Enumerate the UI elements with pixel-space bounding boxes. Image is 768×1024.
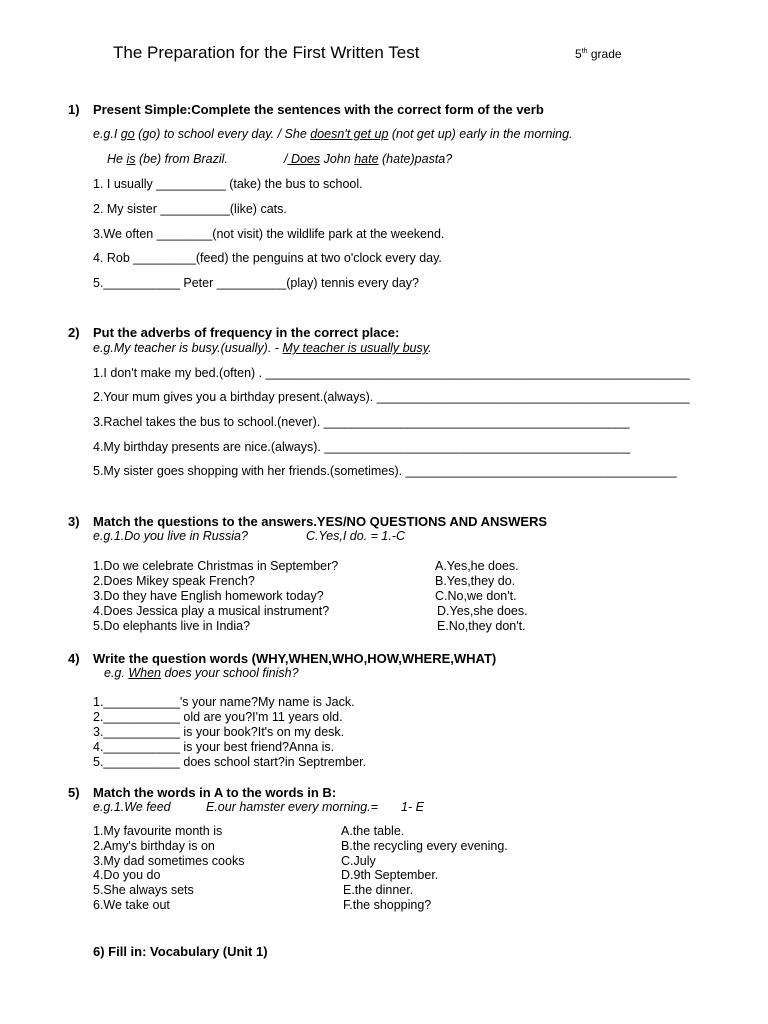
section-5-example-b: E.our hamster every morning.= <box>206 800 378 814</box>
exercise-item: 2. My sister __________(like) cats. <box>93 202 287 216</box>
section-6-heading: 6) Fill in: Vocabulary (Unit 1) <box>93 944 268 959</box>
exercise-item: 5.___________ Peter __________(play) tennis every day? <box>93 276 419 290</box>
section-3-number: 3) <box>68 514 80 529</box>
exercise-item: 4. Rob _________(feed) the penguins at two o'clock every day. <box>93 251 442 265</box>
section-4-example: e.g. When does your school finish? <box>104 666 299 680</box>
section-1-heading: Present Simple:Complete the sentences with the correct form of the verb <box>93 102 544 117</box>
column-b-item: D.9th September. <box>341 868 439 882</box>
answer-item: B.Yes,they do. <box>435 574 516 588</box>
column-b-item: F.the shopping? <box>343 898 432 912</box>
answer-item: C.No,we don't. <box>435 589 517 603</box>
section-2-heading: Put the adverbs of frequency in the correct place: <box>93 325 400 340</box>
grade-superscript: th <box>581 48 588 55</box>
section-2-example: e.g.My teacher is busy.(usually). - My teacher is usually busy. <box>93 341 432 355</box>
column-a-item: 4.Do you do <box>93 868 161 882</box>
grade-label <box>575 47 622 61</box>
question-item: 1.Do we celebrate Christmas in September? <box>93 559 339 573</box>
exercise-item: 4.My birthday presents are nice.(always). ____________________________________________ <box>93 440 631 454</box>
exercise-item: 2.Your mum gives you a birthday present.(always). _____________________________________________ <box>93 390 690 404</box>
exercise-item: 1. I usually __________ (take) the bus to school. <box>93 177 363 191</box>
exercise-item: 1.I don't make my bed.(often) . _____________________________________________________________ <box>93 366 690 380</box>
column-b-item: A.the table. <box>341 824 405 838</box>
question-item: 2.Does Mikey speak French? <box>93 574 255 588</box>
column-b-item: E.the dinner. <box>343 883 414 897</box>
exercise-item: 5.___________ does school start?in Septrember. <box>93 755 367 769</box>
section-1-example-2a: He is (be) from Brazil. <box>107 152 228 166</box>
exercise-item: 5.My sister goes shopping with her friends.(sometimes). _______________________________________ <box>93 464 677 478</box>
answer-item: A.Yes,he does. <box>435 559 519 573</box>
exercise-item: 3.___________ is your book?It's on my desk. <box>93 725 345 739</box>
question-item: 3.Do they have English homework today? <box>93 589 324 603</box>
section-1-example-1: e.g.I go (go) to school every day. / She doesn't get up (not get up) early in the morning. <box>93 127 573 141</box>
column-a-item: 1.My favourite month is <box>93 824 223 838</box>
question-item: 4.Does Jessica play a musical instrument? <box>93 604 330 618</box>
column-a-item: 3.My dad sometimes cooks <box>93 854 245 868</box>
exercise-item: 1.___________'s your name?My name is Jack. <box>93 695 355 709</box>
exercise-item: 2.___________ old are you?I'm 11 years old. <box>93 710 343 724</box>
section-3-example-answer: C.Yes,I do. = 1.-C <box>306 529 406 543</box>
column-a-item: 6.We take out <box>93 898 170 912</box>
section-3-heading: Match the questions to the answers.YES/NO QUESTIONS AND ANSWERS <box>93 514 548 529</box>
exercise-item: 3.We often ________(not visit) the wildlife park at the weekend. <box>93 227 445 241</box>
column-a-item: 5.She always sets <box>93 883 194 897</box>
section-4-heading: Write the question words (WHY,WHEN,WHO,HOW,WHERE,WHAT) <box>93 651 497 666</box>
section-1-number: 1) <box>68 102 80 117</box>
grade-number: 5 <box>575 47 582 61</box>
section-5-example-answer: 1- E <box>401 800 424 814</box>
page-title: The Preparation for the First Written Test <box>113 43 420 62</box>
column-b-item: B.the recycling every evening. <box>341 839 508 853</box>
section-5-heading: Match the words in A to the words in B: <box>93 785 337 800</box>
column-b-item: C.July <box>341 854 376 868</box>
section-5-number: 5) <box>68 785 80 800</box>
column-a-item: 2.Amy's birthday is on <box>93 839 215 853</box>
section-3-example-question: e.g.1.Do you live in Russia? <box>93 529 248 543</box>
section-5-example-a: e.g.1.We feed <box>93 800 171 814</box>
grade-word: grade <box>590 47 622 61</box>
answer-item: D.Yes,she does. <box>437 604 528 618</box>
section-4-number: 4) <box>68 651 80 666</box>
section-2-number: 2) <box>68 325 80 340</box>
section-1-example-2b: / Does John hate (hate)pasta? <box>284 152 453 166</box>
exercise-item: 3.Rachel takes the bus to school.(never). ____________________________________________ <box>93 415 630 429</box>
exercise-item: 4.___________ is your best friend?Anna is. <box>93 740 335 754</box>
question-item: 5.Do elephants live in India? <box>93 619 251 633</box>
answer-item: E.No,they don't. <box>437 619 526 633</box>
